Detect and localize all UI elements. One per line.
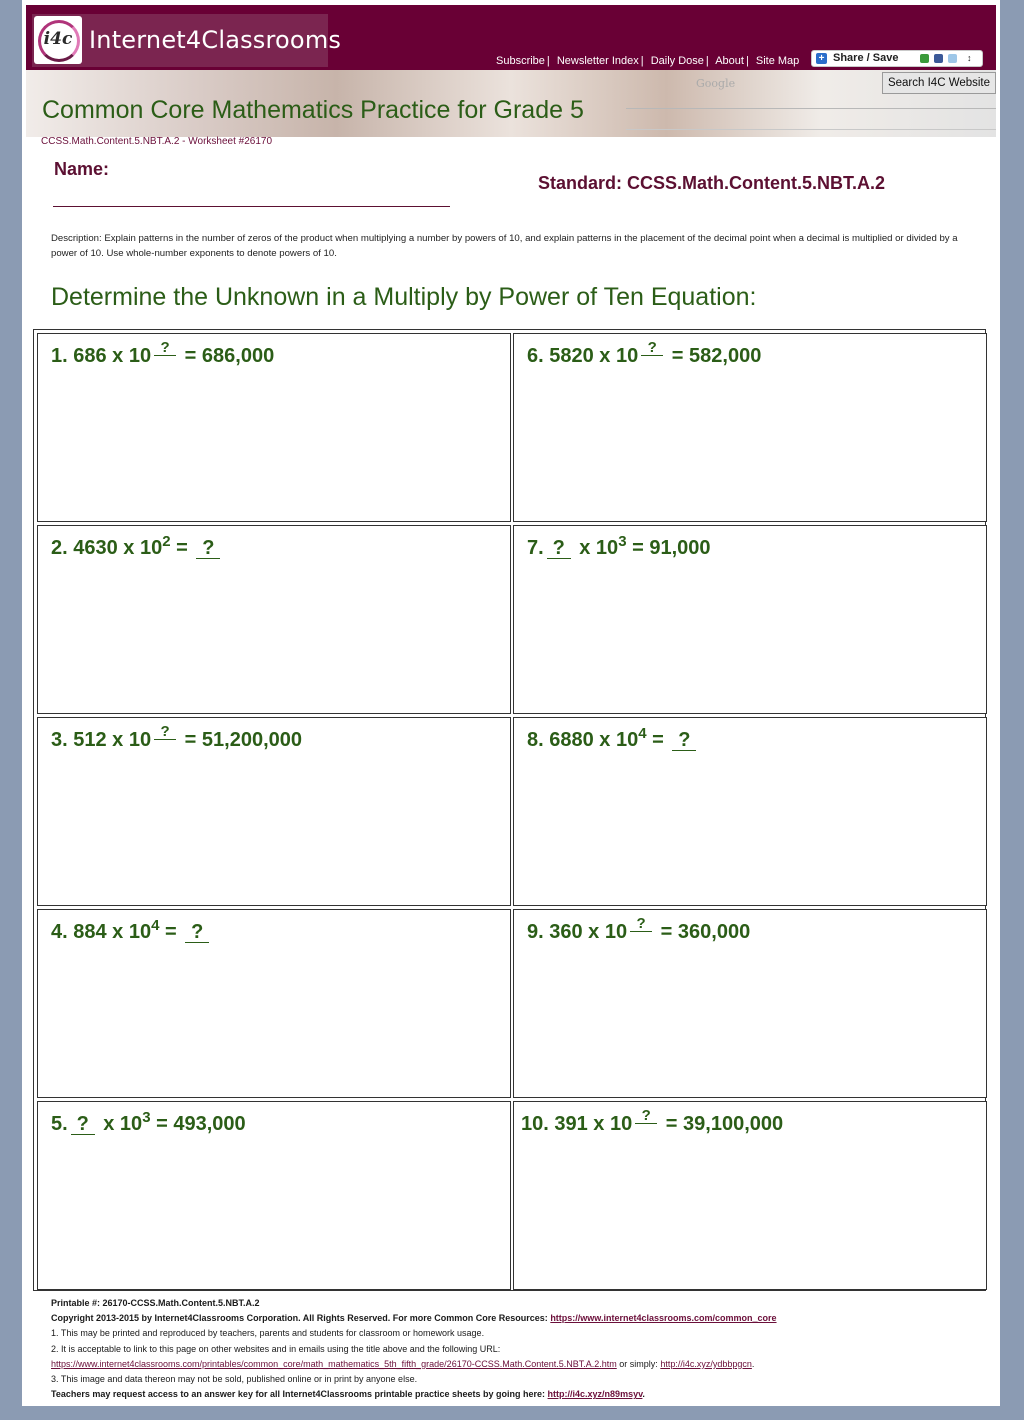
answer-blank: ? xyxy=(71,1114,95,1135)
usage-line-1: 1. This may be printed and reproduced by teachers, parents and students for classroom or homework usage. xyxy=(51,1328,485,1339)
banner xyxy=(26,70,996,137)
problem-cell xyxy=(513,717,987,906)
email-share-icon xyxy=(920,54,929,63)
problem-4: 4. 884 x $10^4$ = ? xyxy=(51,921,212,944)
breadcrumb: CCSS.Math.Content.5.NBT.A.2 - Worksheet #26170 xyxy=(41,136,273,147)
url-line: https://www.internet4classrooms.com/printables/common_core/math_mathematics_5th_fifth_grade/26170-CCSS.Math.Content.5.NBT.A.2.htm or simply: http://i4c.xyz/ydbbpgcn. xyxy=(51,1358,755,1369)
section-heading: Determine the Unknown in a Multiply by Power of Ten Equation: xyxy=(51,283,757,311)
standard-label: Standard: CCSS.Math.Content.5.NBT.A.2 xyxy=(538,173,886,193)
usage-line-2: 2. It is acceptable to link to this page on other websites and in emails using the title above and the following URL: xyxy=(51,1343,501,1354)
copyright: Copyright 2013-2015 by Internet4Classrooms Corporation. All Rights Reserved. For more Common Core Resources: https://www.internet4classrooms.com/common_core xyxy=(51,1313,777,1324)
answer-blank: ? xyxy=(547,538,571,559)
problem-cell xyxy=(37,333,511,522)
nav-site-map[interactable]: Site Map xyxy=(755,55,800,67)
problem-9: 9. 360 x 10 ? = 360,000 xyxy=(527,915,751,943)
answer-blank: ? xyxy=(672,730,696,751)
problem-3: 3. 512 x 10 ? = 51,200,000 xyxy=(51,723,303,751)
problem-7: 7. ? x $10^3 = 91,000$ xyxy=(527,533,711,559)
exponent-blank: ? xyxy=(154,724,176,740)
problem-cell xyxy=(513,525,987,714)
expand-arrows-icon: ↕ xyxy=(967,53,972,63)
problem-cell xyxy=(513,333,987,522)
exponent-blank: ? xyxy=(630,916,652,932)
i4c-logo-icon xyxy=(34,16,82,64)
exponent-blank: ? xyxy=(641,340,663,356)
nav-about[interactable]: About xyxy=(715,55,744,67)
common-core-link[interactable]: https://www.internet4classrooms.com/common_core xyxy=(550,1313,777,1324)
google-brand: Google xyxy=(696,77,736,90)
problem-cell xyxy=(513,909,987,1098)
description: Description: Explain patterns in the number of zeros of the product when multiplying a number by powers of 10, and explain patterns in the placement of the decimal point when a decimal is multiplied or divided by a power of 10. Use whole-number exponents to denote powers of 10. xyxy=(51,233,958,259)
logo-badge-text: i4c xyxy=(43,29,73,49)
problem-2: 2. 4630 x $10^2$ = ? xyxy=(51,537,223,560)
answer-blank: ? xyxy=(185,922,209,943)
answer-blank: ? xyxy=(196,538,220,559)
printable-number: Printable #: 26170-CCSS.Math.Content.5.NBT.A.2 xyxy=(51,1298,260,1308)
problem-cell xyxy=(37,525,511,714)
short-url-link[interactable]: http://i4c.xyz/ydbbpgcn xyxy=(660,1358,752,1369)
name-line xyxy=(53,206,450,207)
site-logo[interactable] xyxy=(32,14,342,67)
search-button[interactable]: Search I4C Website xyxy=(882,72,996,94)
facebook-icon xyxy=(934,54,943,63)
twitter-icon xyxy=(948,54,957,63)
problem-1: 1. 686 x 10 ? = 686,000 xyxy=(51,339,275,367)
nav-subscribe[interactable]: Subscribe xyxy=(496,55,545,67)
page-title: Common Core Mathematics Practice for Grade 5 xyxy=(42,96,584,124)
share-label: Share / Save xyxy=(833,52,899,64)
name-label: Name: xyxy=(54,159,110,179)
problem-6: 6. 5820 x 10 ? = 582,000 xyxy=(527,339,762,367)
exponent-blank: ? xyxy=(635,1108,657,1124)
answer-key-link[interactable]: http://i4c.xyz/n89msyv xyxy=(547,1389,643,1400)
share-save-button[interactable] xyxy=(811,50,983,67)
worksheet-url-link[interactable]: https://www.internet4classrooms.com/printables/common_core/math_mathematics_5th_fifth_grade/26170-CCSS.Math.Content.5.NBT.A.2.htm xyxy=(51,1358,617,1369)
problem-cell xyxy=(37,909,511,1098)
problem-cell xyxy=(37,1101,511,1290)
exponent-blank: ? xyxy=(154,340,176,356)
problem-10: 10. 391 x 10 ? = 39,100,000 xyxy=(521,1107,784,1135)
problem-grid xyxy=(33,329,986,1291)
logo-text: Internet4Classrooms xyxy=(89,26,342,54)
problem-5: 5. ? x $10^3 = 493,000$ xyxy=(51,1109,246,1135)
nav-daily-dose[interactable]: Daily Dose xyxy=(650,55,704,67)
answer-key-line: Teachers may request access to an answer key for all Internet4Classrooms printable practice sheets by going here: http://i4c.xyz/n89msyv. xyxy=(51,1389,645,1400)
site-header xyxy=(26,5,996,70)
top-nav: Subscribe | Newsletter Index | Daily Dose | About | Site Map xyxy=(496,55,800,67)
footer xyxy=(51,1296,991,1402)
share-plus-icon: + xyxy=(816,53,827,64)
problem-8: 8. 6880 x $10^4$ = ? xyxy=(527,729,699,752)
usage-line-3: 3. This image and data thereon may not be sold, published online or in print by anyone else. xyxy=(51,1374,418,1385)
nav-newsletter-index[interactable]: Newsletter Index xyxy=(556,55,639,67)
problem-cell xyxy=(513,1101,987,1290)
problem-cell xyxy=(37,717,511,906)
worksheet-page xyxy=(22,0,1000,1406)
